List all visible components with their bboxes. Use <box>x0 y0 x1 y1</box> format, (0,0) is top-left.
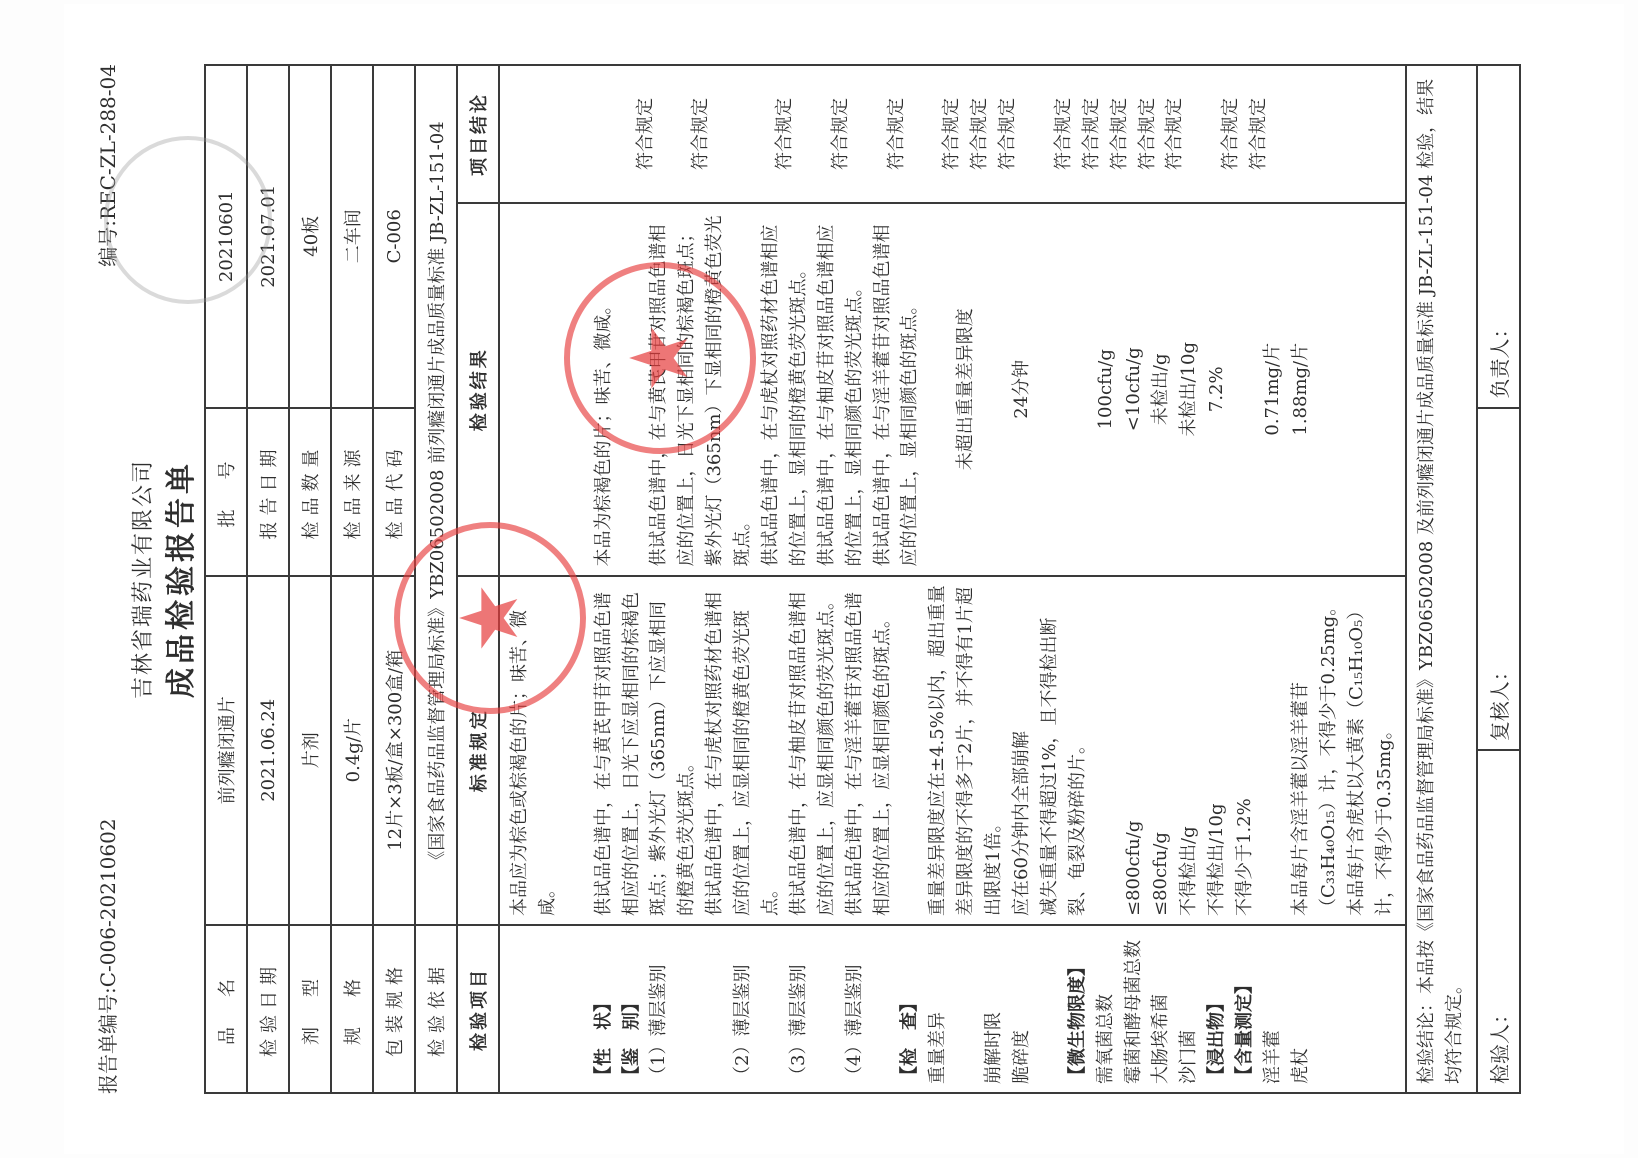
conc-tlc-3: 符合规定 <box>829 98 851 170</box>
item-weight-variation: 重量差异 <box>927 1012 949 1084</box>
item-microbial: 【微生物限度】 <box>1066 958 1088 1084</box>
std-tlc-3: 供试品色谱中，在与柚皮苷对照品色谱相应的位置上，应显相同颜色的荧光斑点。 <box>787 592 837 916</box>
res-tlc-4: 供试品色谱中，在与淫羊藿苷对照品色谱相应的位置上，显相同颜色的斑点。 <box>871 224 921 567</box>
conclusion-label: 检验结论： <box>1415 994 1437 1084</box>
conc-mold-yeast: 符合规定 <box>1080 98 1102 170</box>
signature-row <box>1477 65 1520 1093</box>
res-epimedium: 0.71mg/片 <box>1262 342 1284 436</box>
pack-label: 包装规格 <box>373 925 415 1093</box>
std-mold-yeast: ≤80cfu/g <box>1150 832 1172 916</box>
item-appearance: 【性 状】 <box>592 994 614 1084</box>
item-polygonum: 虎杖 <box>1289 1048 1311 1084</box>
res-aerobic-count: 100cfu/g <box>1094 349 1116 430</box>
code-label: 检品代码 <box>373 408 415 576</box>
document-number-label: 编号: <box>96 220 120 267</box>
faded-stamp <box>104 136 272 304</box>
report-date-label: 报告日期 <box>247 408 289 576</box>
product-name-label: 品 名 <box>205 925 247 1093</box>
column-header-standard: 标准规定 <box>457 576 499 925</box>
item-tlc-1: （1）薄层鉴别 <box>648 964 670 1084</box>
res-tlc-3: 供试品色谱中，在与柚皮苷对照品色谱相应的位置上，显相同颜色的荧光斑点。 <box>815 224 865 567</box>
conc-salmonella: 符合规定 <box>1136 98 1158 170</box>
test-date: 2021.06.24 <box>247 576 289 925</box>
column-header-result: 检验结果 <box>457 203 499 576</box>
res-appearance: 本品为棕褐色的片；味苦、微咸。 <box>592 296 614 567</box>
sample-source: 二车间 <box>331 65 373 408</box>
report-number-value: C-006-20210602 <box>96 818 120 988</box>
conc-friability: 符合规定 <box>997 98 1019 170</box>
inspector-signature-label: 检验人： <box>1477 750 1520 1093</box>
info-row <box>289 65 331 1093</box>
report-date: 2021.07.01 <box>247 65 289 408</box>
item-identification: 【鉴 别】 <box>620 994 642 1084</box>
standard-column <box>499 576 1406 925</box>
reviewer-signature-label: 复核人： <box>1477 408 1520 751</box>
item-extract: 【浸出物】 <box>1206 994 1228 1084</box>
manager-signature-label: 负责人： <box>1477 65 1520 408</box>
item-disintegration: 崩解时限 <box>983 1012 1005 1084</box>
company-name: 吉林省瑞药业有限公司 <box>131 459 156 700</box>
source-label: 检品来源 <box>331 408 373 576</box>
res-tlc-1: 供试品色谱中，在与黄芪甲苷对照品色谱相应的位置上，日光下显相同的棕褐色斑点；紫外光灯（365nm）下显相同的橙黄色荧光斑点。 <box>648 215 754 567</box>
item-friability: 脆碎度 <box>1011 1030 1033 1084</box>
item-tlc-2: （2）薄层鉴别 <box>732 964 754 1084</box>
res-weight-variation: 未超出重量差异限度 <box>955 308 977 471</box>
report-number-label: 报告单编号: <box>96 987 120 1094</box>
final-conclusion <box>1406 65 1478 1093</box>
test-date-label: 检验日期 <box>247 925 289 1093</box>
stamp-star-icon: ★ <box>443 582 536 654</box>
conc-tlc-4: 符合规定 <box>885 98 907 170</box>
report-title: 成品检验报告单 <box>164 460 199 698</box>
conclusion-column <box>499 65 1406 203</box>
res-disintegration: 24分钟 <box>1011 359 1033 419</box>
std-friability: 减失重量不得超过1%，且不得检出断裂、龟裂及粉碎的片。 <box>1038 617 1088 916</box>
conc-aerobic-count: 符合规定 <box>1052 98 1074 170</box>
res-ecoli: 未检出/g <box>1150 353 1172 426</box>
batch-label: 批 号 <box>205 408 247 576</box>
conc-tlc-2: 符合规定 <box>773 98 795 170</box>
column-header-item: 检验项目 <box>457 925 499 1093</box>
test-basis: 《国家食品药品监督管理局标准》YBZ06502008 前列癃闭通片成品质量标准 JB-ZL-151-04 <box>415 65 457 925</box>
item-inspection: 【检 查】 <box>899 994 921 1084</box>
res-tlc-2: 供试品色谱中，在与虎杖对照药材色谱相应的位置上，显相同的橙黄色荧光斑点。 <box>760 224 809 567</box>
std-epimedium: 本品每片含淫羊藿以淫羊藿苷（C₃₃H₄₀O₁₅）计，不得少于0.25mg。 <box>1289 597 1339 916</box>
std-ecoli: 不得检出/g <box>1178 826 1200 916</box>
std-disintegration: 应在60分钟内全部崩解 <box>1011 731 1033 916</box>
item-salmonella: 沙门菌 <box>1178 1030 1200 1084</box>
results-body <box>499 65 1406 1093</box>
item-epimedium: 淫羊藿 <box>1262 1030 1284 1084</box>
std-aerobic-count: ≤800cfu/g <box>1122 820 1144 916</box>
spec-label: 规 格 <box>331 925 373 1093</box>
res-mold-yeast: <10cfu/g <box>1122 347 1144 432</box>
conclusion-row <box>1406 65 1478 1093</box>
res-extract: 7.2% <box>1206 366 1228 413</box>
package-spec: 12片×3板/盒×300盒/箱 <box>373 576 415 925</box>
std-appearance: 本品应为棕色或棕褐色的片；味苦、微咸。 <box>509 610 558 916</box>
conc-disintegration: 符合规定 <box>969 98 991 170</box>
std-polygonum: 本品每片含虎杖以大黄素（C₁₅H₁₀O₅）计，不得少于0.35mg。 <box>1345 601 1395 916</box>
conc-ecoli: 符合规定 <box>1108 98 1130 170</box>
item-mold-yeast: 霉菌和酵母菌总数 <box>1122 940 1144 1084</box>
item-assay: 【含量测定】 <box>1234 976 1256 1084</box>
dosage-form: 片剂 <box>289 576 331 925</box>
quantity-label: 检品数量 <box>289 408 331 576</box>
item-tlc-3: （3）薄层鉴别 <box>787 964 809 1084</box>
sample-quantity: 40板 <box>289 65 331 408</box>
res-salmonella: 未检出/10g <box>1178 342 1200 437</box>
conclusion-text: 本品按《国家食品药品监督管理局标准》YBZ06502008 及前列癃闭通片成品质量标准 JB-ZL-151-04 检验，结果均符合规定。 <box>1415 78 1466 1084</box>
conc-weight-variation: 符合规定 <box>941 98 963 170</box>
item-aerobic-count: 需氧菌总数 <box>1094 994 1116 1084</box>
conc-appearance: 符合规定 <box>634 98 656 170</box>
info-row <box>331 65 373 1093</box>
std-tlc-2: 供试品色谱中，在与虎杖对照药材色谱相应的位置上，应显相同的橙黄色荧光斑点。 <box>704 592 782 916</box>
std-extract: 不得少于1.2% <box>1234 798 1256 916</box>
conc-polygonum: 符合规定 <box>1248 98 1270 170</box>
res-polygonum: 1.88mg/片 <box>1289 342 1311 436</box>
std-weight-variation: 重量差异限度应在±4.5%以内，超出重量差异限度的不得多于2片，并不得有1片超出限度1倍。 <box>927 585 1005 916</box>
report-number <box>92 818 121 1094</box>
std-tlc-4: 供试品色谱中，在与淫羊藿苷对照品色谱相应的位置上，应显相同颜色的斑点。 <box>843 592 893 916</box>
sample-code: C-006 <box>373 65 415 408</box>
stamp-star-icon: ★ <box>613 322 706 394</box>
item-ecoli: 大肠埃希菌 <box>1150 994 1172 1084</box>
conc-epimedium: 符合规定 <box>1220 98 1242 170</box>
basis-label: 检验依据 <box>415 925 457 1093</box>
document-number-value: REC-ZL-288-04 <box>96 64 120 221</box>
conc-tlc-1: 符合规定 <box>690 98 712 170</box>
item-column <box>499 925 1406 1093</box>
item-tlc-4: （4）薄层鉴别 <box>843 964 865 1084</box>
form-label: 剂 型 <box>289 925 331 1093</box>
std-tlc-1: 供试品色谱中，在与黄芪甲苷对照品色谱相应的位置上，日光下应显相同的棕褐色斑点；紫外光灯（365nm）下应显相同的橙黄色荧光斑点。 <box>592 592 698 916</box>
company-stamp <box>394 522 586 714</box>
product-name: 前列癃闭通片 <box>205 576 247 925</box>
column-header-conclusion: 项目结论 <box>457 65 499 203</box>
conc-extract: 符合规定 <box>1164 98 1186 170</box>
std-salmonella: 不得检出/10g <box>1206 803 1228 916</box>
specification: 0.4g/片 <box>331 576 373 925</box>
batch-number: 20210601 <box>205 65 247 408</box>
inspection-stamp <box>564 262 756 454</box>
report-sheet <box>64 4 1624 1154</box>
